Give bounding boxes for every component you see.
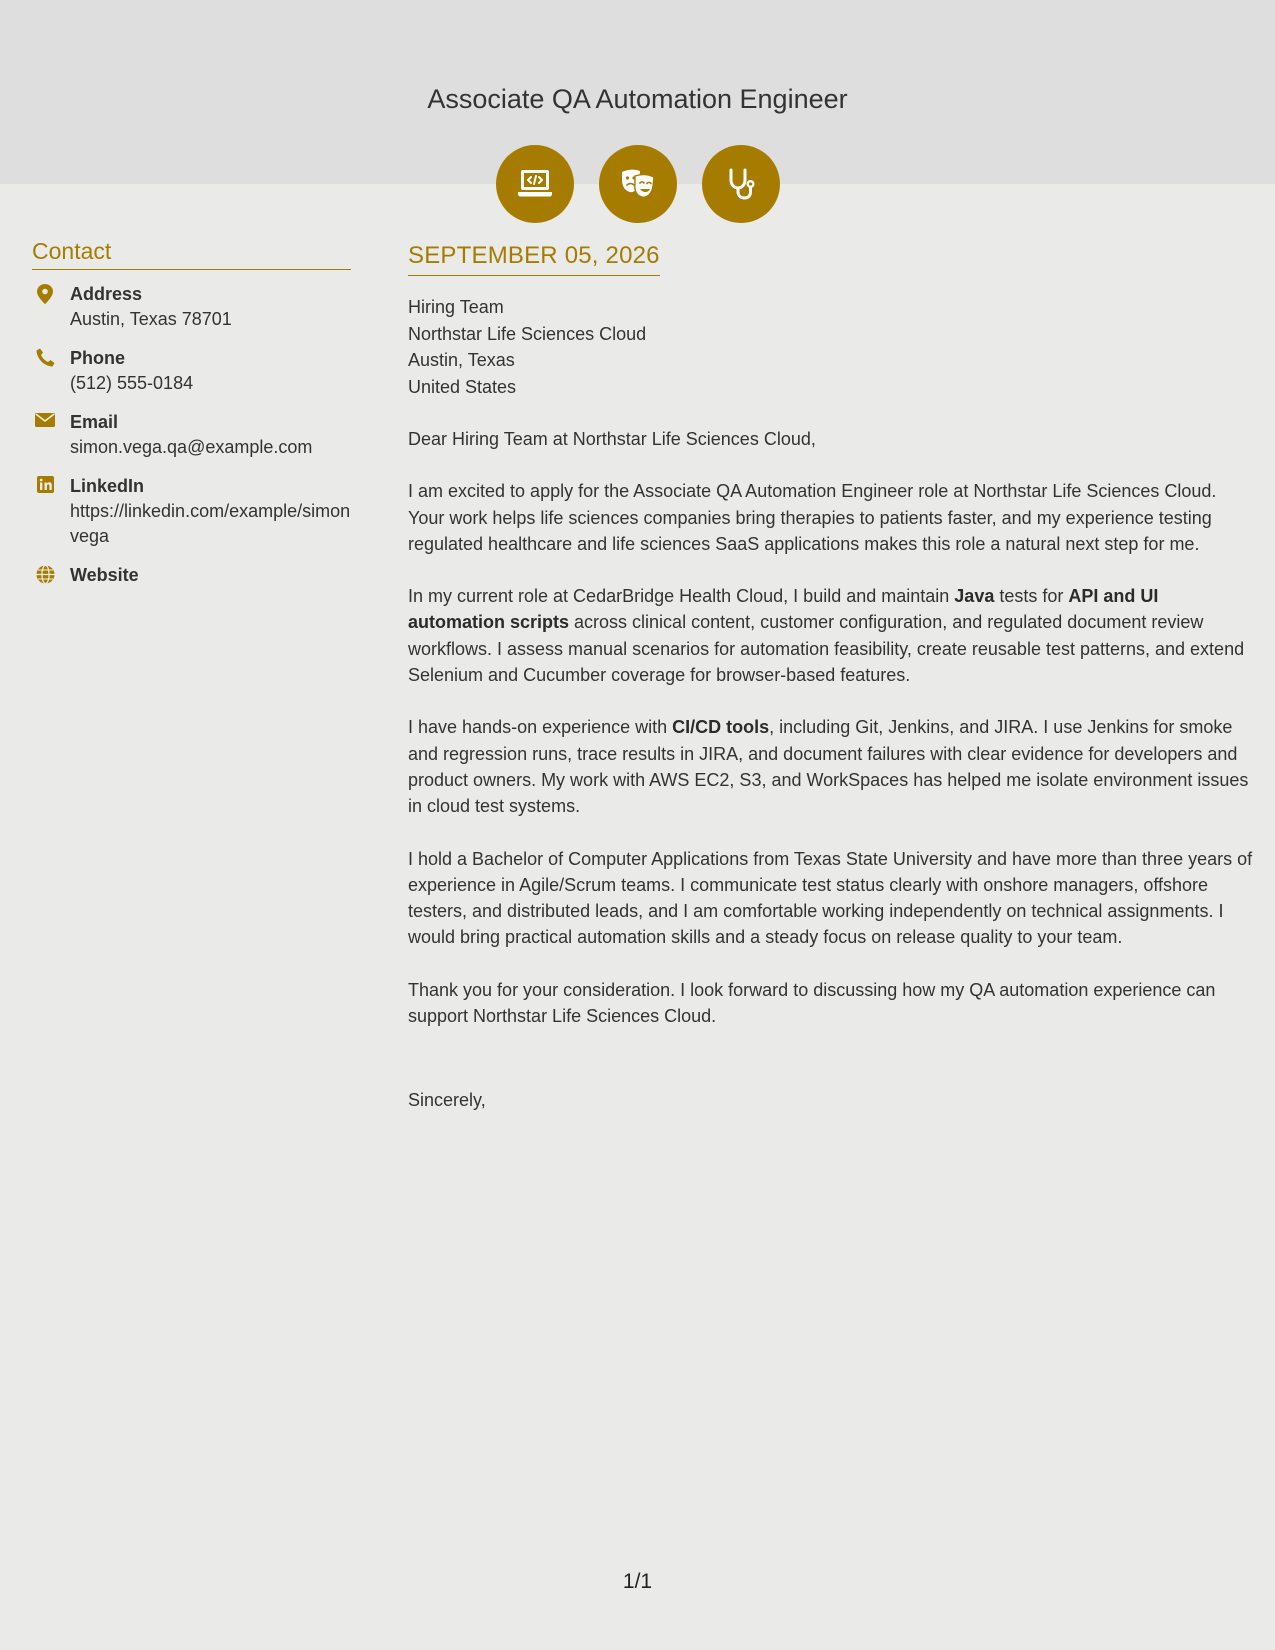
contact-item-address <box>32 282 351 332</box>
contact-item-email <box>32 410 351 460</box>
recipient-line: United States <box>408 376 517 397</box>
linkedin-value[interactable]: https://linkedin.com/example/simonvega <box>70 501 351 546</box>
page-number: 1/1 <box>622 1570 653 1593</box>
contact-item-website <box>32 563 351 588</box>
laptop-code-icon <box>496 145 574 223</box>
text-run: tests for <box>994 586 1069 607</box>
letter-body <box>408 238 1253 1113</box>
stethoscope-icon <box>702 145 780 223</box>
text-run: , including Git, Jenkins, and JIRA. I use Jenkins for smoke and regression runs, trace results in JIRA, and document failures with clear evidence for developers and product owners. My work with AWS EC2, S3, and WorkSpaces has helped me isolate environment issues in cloud test systems. <box>408 717 1249 817</box>
website-label: Website <box>70 565 139 585</box>
paragraph-current-role <box>408 583 1253 688</box>
text-run: I have hands-on experience with <box>408 717 673 738</box>
globe-icon <box>34 565 56 584</box>
bold-keyword: CI/CD tools <box>672 717 770 738</box>
linkedin-label: LinkedIn <box>70 476 145 496</box>
header-icon-row <box>0 145 1275 223</box>
paragraph-intro: I am excited to apply for the Associate QA Automation Engineer role at Northstar Life Sciences Cloud. Your work helps life sciences companies bring therapies to patients faster, and my experience testing regulated healthcare and life sciences SaaS applications makes this role a natural next step for me. <box>408 481 1217 554</box>
text-run: In my current role at CedarBridge Health Cloud, I build and maintain <box>408 586 955 607</box>
recipient-line: Northstar Life Sciences Cloud <box>408 323 647 344</box>
recipient-line: Hiring Team <box>408 297 504 317</box>
phone-value: (512) 555-0184 <box>70 373 194 393</box>
theater-masks-icon <box>599 145 677 223</box>
contact-item-phone <box>32 346 351 396</box>
contact-sidebar <box>32 238 351 602</box>
email-label: Email <box>70 412 119 432</box>
linkedin-icon <box>34 476 56 493</box>
closing: Sincerely, <box>408 1090 486 1111</box>
contact-heading: Contact <box>32 238 351 270</box>
map-marker-icon <box>34 284 56 304</box>
text-run: across clinical content, customer configuration, and regulated document review workflows. I assess manual scenarios for automation feasibility, create reusable test patterns, and extend Selenium and Cucumber coverage for browser-based features. <box>408 612 1245 686</box>
paragraph-education: I hold a Bachelor of Computer Applications from Texas State University and have more than three years of experience in Agile/Scrum teams. I communicate test status clearly with onshore managers, offshore testers, and distributed leads, and I am comfortable working independently on technical assignments. I would bring practical automation skills and a steady focus on release quality to your team. <box>408 848 1253 948</box>
address-label: Address <box>70 284 143 304</box>
phone-label: Phone <box>70 348 126 368</box>
email-value[interactable]: simon.vega.qa@example.com <box>70 437 313 457</box>
paragraph-thanks: Thank you for your consideration. I look forward to discussing how my QA automation experience can support Northstar Life Sciences Cloud. <box>408 979 1216 1027</box>
bold-keyword: API and UI automation scripts <box>408 586 1159 633</box>
contact-item-linkedin <box>32 474 351 549</box>
phone-icon <box>34 348 56 367</box>
recipient-line: Austin, Texas <box>408 350 515 370</box>
envelope-icon <box>34 412 56 428</box>
recipient-block <box>408 294 1253 400</box>
bold-keyword: Java <box>954 586 995 607</box>
salutation: Dear Hiring Team at Northstar Life Sciences Cloud, <box>408 429 816 449</box>
letter-date: SEPTEMBER 05, 2026 <box>408 242 660 276</box>
job-title: Associate QA Automation Engineer <box>427 84 848 114</box>
paragraph-cicd <box>408 714 1253 819</box>
address-value: Austin, Texas 78701 <box>70 309 232 329</box>
